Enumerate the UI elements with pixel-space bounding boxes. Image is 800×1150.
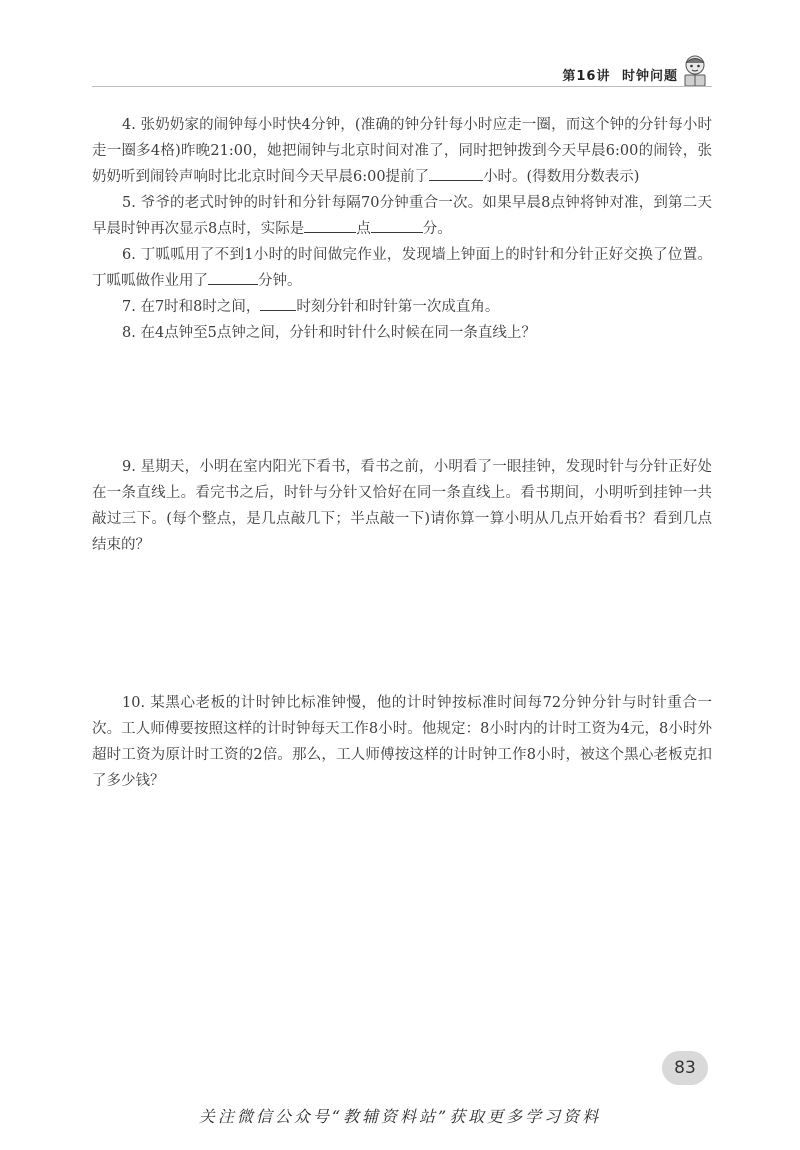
answer-blank — [208, 268, 258, 285]
question-4: 4. 张奶奶家的闹钟每小时快4分钟，(准确的钟分针每小时应走一圈，而这个钟的分针每小时走一圈多4格)昨晚21:00，她把闹钟与北京时间对准了，同时把钟拨到今天早晨6:00的闹铃，张奶奶听到闹铃声响时比北京时间今天早晨6:00提前了 小时。(得数用分数表示) — [92, 117, 712, 185]
answer-blank — [371, 216, 423, 233]
question-6: 6. 丁呱呱用了不到1小时的时间做完作业，发现墙上钟面上的时针和分针正好交换了位置。丁呱呱做作业用了 分钟。 — [92, 247, 712, 289]
question-7: 7. 在7时和8时之间， 时刻分针和时针第一次成直角。 — [92, 294, 712, 320]
question-8: 8. 在4点钟至5点钟之间，分针和时针什么时候在同一条直线上？ — [122, 325, 536, 341]
answer-blank — [260, 294, 296, 311]
question-10: 10. 某黑心老板的计时钟比标准钟慢，他的计时钟按标准时间每72分钟分针与时针重合一次。工人师傅要按照这样的计时钟每天工作8小时。他规定：8小时内的计时工资为4元，8小时外超时工资为原计时工资的2倍。那么，工人师傅按这样的计时钟工作8小时，被这个黑心老板克扣了多少钱？ — [92, 695, 712, 789]
answer-space — [92, 558, 712, 690]
question-list — [92, 112, 712, 794]
page-number: 83 — [662, 1051, 708, 1085]
footer-note: 关注微信公众号“教辅资料站”获取更多学习资料 — [198, 1107, 602, 1126]
page-header — [0, 62, 800, 92]
header-divider — [92, 86, 712, 87]
question-5: 5. 爷爷的老式时钟的时针和分针每隔70分钟重合一次。如果早晨8点钟将钟对准，到第二天早晨时钟再次显示8点时，实际是 点 分。 — [92, 195, 712, 237]
student-reading-icon — [680, 54, 710, 88]
answer-space — [92, 346, 712, 454]
answer-blank — [304, 216, 356, 233]
lecture-number: 第16讲 — [562, 69, 611, 84]
question-9: 9. 星期天，小明在室内阳光下看书，看书之前，小明看了一眼挂钟，发现时针与分针正好处在一条直线上。看完书之后，时针与分针又恰好在同一条直线上。看书期间，小明听到挂钟一共敲过三下。(每个整点，是几点敲几下；半点敲一下)请你算一算小明从几点开始看书？看到几点结束的？ — [92, 459, 712, 553]
answer-blank — [429, 164, 483, 181]
lecture-topic: 时钟问题 — [621, 69, 678, 84]
chapter-title — [556, 65, 678, 84]
